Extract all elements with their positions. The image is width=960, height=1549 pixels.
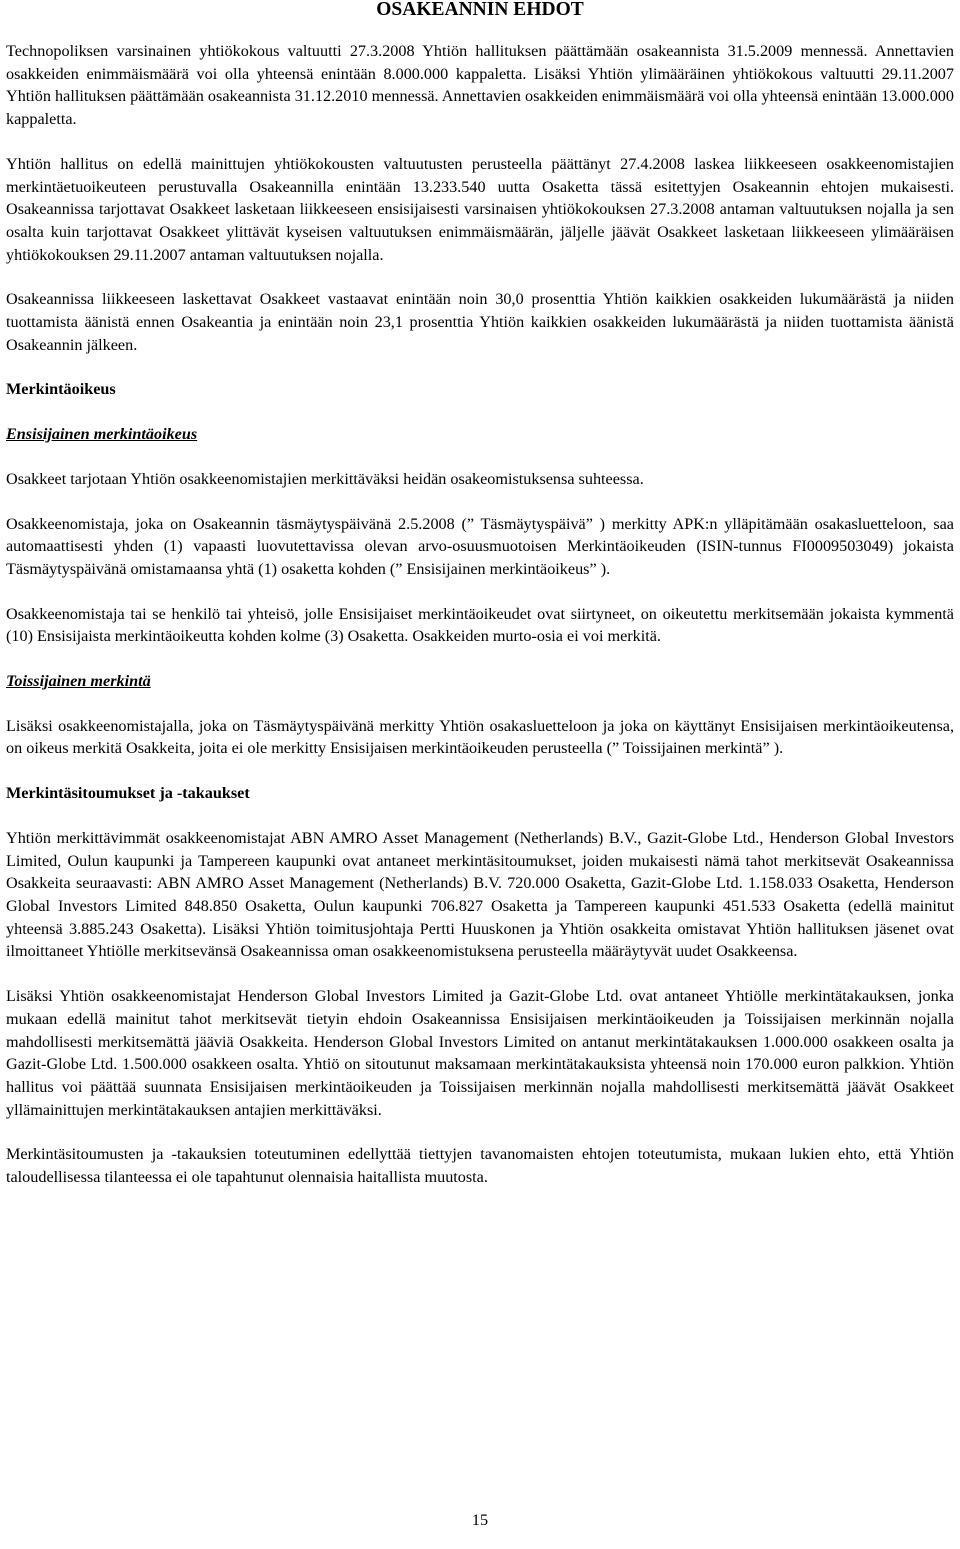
- heading-merkintaoikeus: Merkintäoikeus: [6, 380, 116, 399]
- paragraph-secondary-subscription: Lisäksi osakkeenomistajalla, joka on Täsmäytyspäivänä merkitty Yhtiön osakasluetteloon ja joka on käyttänyt Ensisijaisen merkintäoikeutensa, on oikeus merkitä Osakkeita, joita ei ole merkitty Ensisijaisen merkintäoikeuden perusteella (” Toissijainen merkintä” ).: [6, 716, 954, 758]
- document-title: OSAKEANNIN EHDOT: [376, 0, 584, 20]
- paragraph-record-date: Osakkeenomistaja, joka on Osakeannin täsmäytyspäivänä 2.5.2008 (” Täsmäytyspäivä” ) merkitty APK:n ylläpitämään osakasluetteloon, saa automaattisesti yhden (1) vapaasti luovutettavissa olevan arvo-osuusmuotoisen Merkintäoikeuden (ISIN-tunnus FI0009503049) jokaista Täsmäytyspäivänä omistamaansa yhtä (1) osaketta kohden (” Ensisijainen merkintäoikeus” ).: [6, 514, 954, 578]
- heading-sitoumukset: Merkintäsitoumukset ja -takaukset: [6, 784, 250, 803]
- heading-toissijainen: Toissijainen merkintä: [6, 672, 151, 691]
- paragraph-offering: Osakkeet tarjotaan Yhtiön osakkeenomistajien merkittäväksi heidän osakeomistuksensa suhteessa.: [6, 469, 644, 488]
- document-page: [6, 0, 954, 1211]
- paragraph-share-percentage: Osakeannissa liikkeeseen laskettavat Osakkeet vastaavat enintään noin 30,0 prosenttia Yhtiön kaikkien osakkeiden lukumäärästä ja niiden tuottamista äänistä ennen Osakeantia ja enintään noin 23,1 prosenttia Yhtiön kaikkien osakkeiden lukumäärästä ja niiden tuottamista äänistä Osakeannin jälkeen.: [6, 290, 954, 354]
- paragraph-conditions: Merkintäsitoumusten ja -takauksien toteutuminen edellyttää tiettyjen tavanomaisten ehtojen toteutumista, mukaan lukien ehto, että Yhtiön taloudellisessa tilanteessa ei ole tapahtunut olennaisia haitallista muutosta.: [6, 1145, 954, 1187]
- paragraph-board-decision: Yhtiön hallitus on edellä mainittujen yhtiökokousten valtuutusten perusteella päättänyt 27.4.2008 laskea liikkeeseen osakkeenomistajien merkintäetuoikeuteen perustuvalla Osakeannilla enintään 13.233.540 uutta Osaketta tässä esitettyjen Osakeannin ehtojen mukaisesti. Osakeannissa tarjottavat Osakkeet lasketaan liikkeeseen ensisijaisesti varsinaisen yhtiökokouksen 27.3.2008 antaman valtuutuksen nojalla ja sen osalta kuin tarjottavat Osakkeet ylittävät kyseisen valtuutuksen enimmäismäärän, jäljelle jäävät Osakkeet lasketaan liikkeeseen ylimääräisen yhtiökokouksen 29.11.2007 antaman valtuutuksen nojalla.: [6, 154, 954, 264]
- heading-ensisijainen: Ensisijainen merkintäoikeus: [6, 425, 198, 444]
- page-number: 15: [471, 1511, 489, 1529]
- paragraph-authorization: Technopoliksen varsinainen yhtiökokous valtuutti 27.3.2008 Yhtiön hallituksen päättämään osakeannista 31.5.2009 mennessä. Annettavien osakkeiden enimmäismäärä voi olla yhteensä enintään 8.000.000 kappaletta. Lisäksi Yhtiön ylimääräinen yhtiökokous valtuutti 29.11.2007 Yhtiön hallituksen päättämään osakeannista 31.12.2010 mennessä. Annettavien osakkeiden enimmäismäärä voi olla yhteensä enintään 13.000.000 kappaletta.: [6, 42, 954, 129]
- paragraph-guarantees: Lisäksi Yhtiön osakkeenomistajat Henderson Global Investors Limited ja Gazit-Globe Ltd. ovat antaneet Yhtiölle merkintätakauksen, jonka mukaan edellä mainitut tahot merkitsevät tietyin ehdoin Osakeannissa Ensisijaisen merkintäoikeuden ja Toissijaisen merkinnän nojalla mahdollisesti merkitsemättä jääviä Osakkeita. Henderson Global Investors Limited on antanut merkintätakauksen 1.000.000 osakkeen osalta ja Gazit-Globe Ltd. 1.500.000 osakkeen osalta. Yhtiö on sitoutunut maksamaan merkintätakauksista yhteensä noin 170.000 euron palkkion. Yhtiön hallitus voi päättää suunnata Ensisijaisen merkintäoikeuden ja Toissijaisen merkinnän nojalla mahdollisesti merkitsemättä jäävät Osakkeet yllämainittujen merkintätakauksen antajien merkittäväksi.: [6, 987, 954, 1119]
- paragraph-subscription-ratio: Osakkeenomistaja tai se henkilö tai yhteisö, jolle Ensisijaiset merkintäoikeudet ovat siirtyneet, on oikeutettu merkitsemään jokaista kymmentä (10) Ensisijaista merkintäoikeutta kohden kolme (3) Osaketta. Osakkeiden murto-osia ei voi merkitä.: [6, 604, 954, 646]
- paragraph-commitments: Yhtiön merkittävimmät osakkeenomistajat ABN AMRO Asset Management (Netherlands) B.V., Gazit-Globe Ltd., Henderson Global Investors Limited, Oulun kaupunki ja Tampereen kaupunki ovat antaneet merkintäsitoumukset, joiden mukaisesti nämä tahot merkitsevät Osakeannissa Osakkeita seuraavasti: ABN AMRO Asset Management (Netherlands) B.V. 720.000 Osaketta, Gazit-Globe Ltd. 1.158.033 Osaketta, Henderson Global Investors Limited 848.850 Osaketta, Oulun kaupunki 706.827 Osaketta ja Tampereen kaupunki 451.533 Osaketta (edellä mainitut yhteensä 3.885.243 Osaketta). Lisäksi Yhtiön toimitusjohtaja Pertti Huuskonen ja Yhtiön osakkeita omistavat Yhtiön hallituksen jäsenet ovat ilmoittaneet Yhtiölle merkitsevänsä Osakeannissa oman osakkeenomistuksena perusteella määräytyvät uudet Osakkeensa.: [6, 828, 954, 961]
